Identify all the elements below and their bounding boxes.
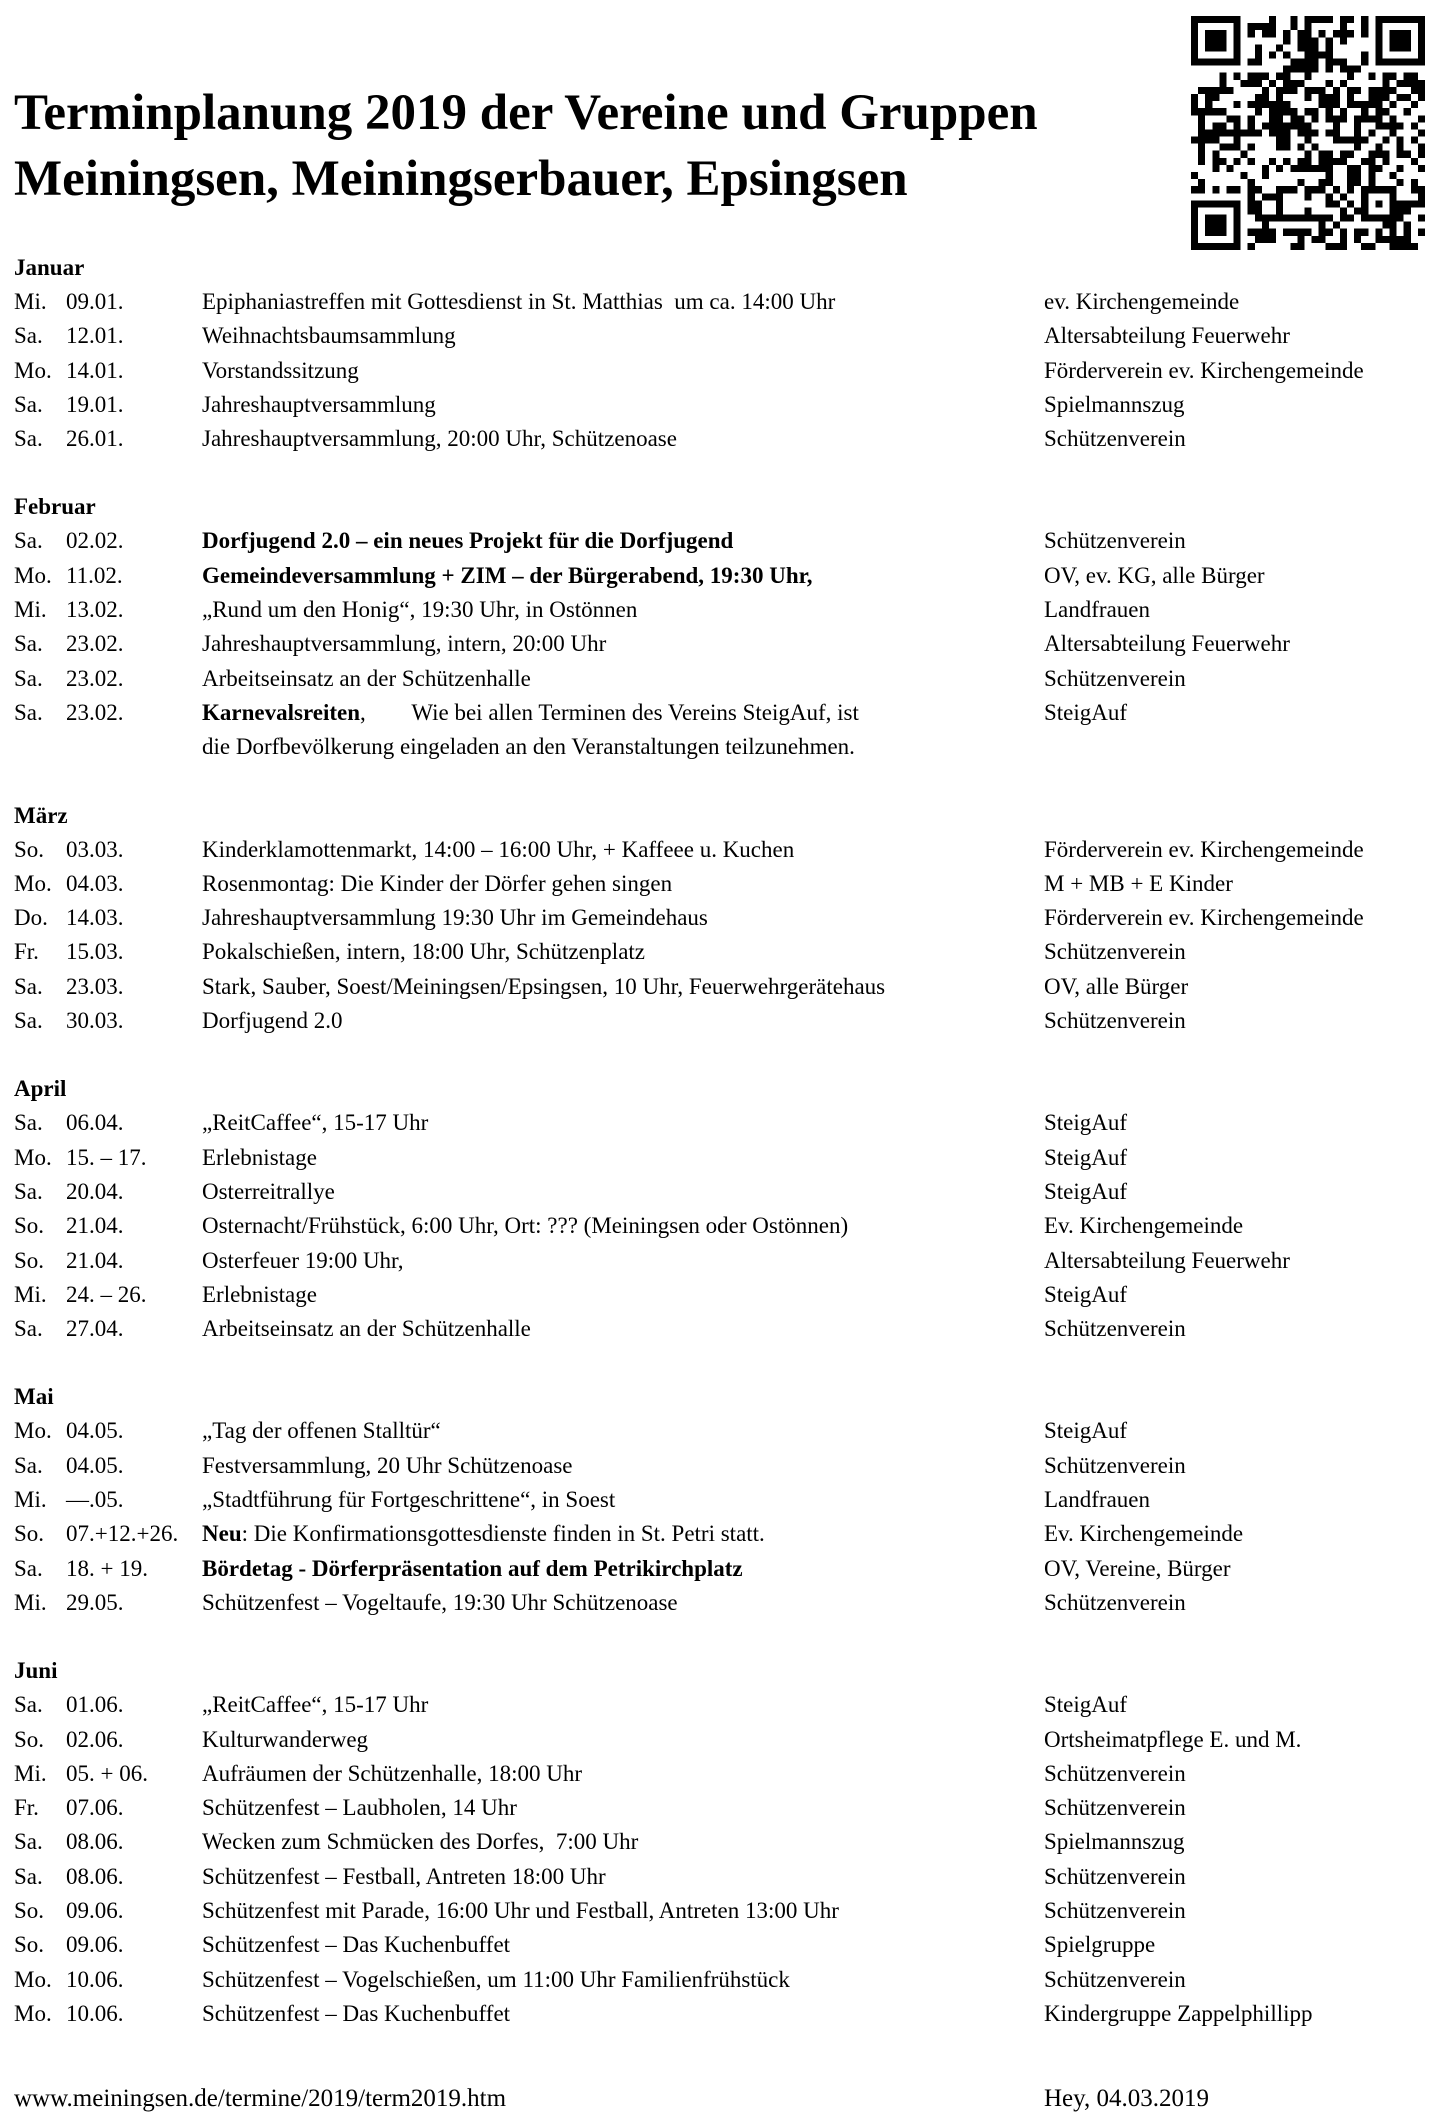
event-date: 08.06. [66, 1829, 124, 1855]
weekday: Sa. [14, 1316, 43, 1342]
organizer: Schützenverein [1044, 1316, 1186, 1342]
event-text: Stark, Sauber, Soest/Meiningsen/Epsingsen, 10 Uhr, Feuerwehrgerätehaus [202, 973, 886, 999]
event-text: Schützenfest – Das Kuchenbuffet [202, 2000, 511, 2026]
organizer: Schützenverein [1044, 939, 1186, 965]
event-date: 19.01. [66, 391, 124, 417]
event-row [14, 1586, 1424, 1620]
event-description [202, 1106, 428, 1140]
event-row [14, 662, 1424, 696]
event-date: 29.05. [66, 1589, 124, 1615]
event-text: Arbeitseinsatz an der Schützenhalle [202, 665, 531, 691]
event-row [14, 935, 1424, 969]
organizer: Schützenverein [1044, 1897, 1186, 1923]
weekday: Mi. [14, 289, 47, 314]
footer-url: www.meiningsen.de/termine/2019/term2019.htm [14, 2085, 507, 2112]
weekday: Sa. [14, 1863, 43, 1889]
event-row [14, 1209, 1424, 1243]
event-text: Rosenmontag: Die Kinder der Dörfer gehen singen [202, 870, 673, 896]
event-row [14, 1552, 1424, 1586]
month-section [14, 490, 1424, 764]
event-row [14, 1963, 1424, 1997]
weekday: Mo. [14, 562, 52, 588]
event-row [14, 1825, 1424, 1859]
event-text: Aufräumen der Schützenhalle, 18:00 Uhr [202, 1760, 583, 1786]
event-text: Osterreitrallye [202, 1178, 335, 1204]
event-date: 15. – 17. [66, 1144, 147, 1170]
weekday: Sa. [14, 1110, 43, 1136]
event-description [202, 1791, 517, 1825]
event-text: Schützenfest – Das Kuchenbuffet [202, 1932, 511, 1958]
event-description [202, 1141, 317, 1175]
event-date: 14.01. [66, 357, 124, 383]
event-text: „ReitCaffee“, 15-17 Uhr [202, 1692, 429, 1718]
event-row [14, 833, 1424, 867]
weekday: Sa. [14, 1692, 43, 1718]
organizer: Spielmannszug [1044, 1829, 1185, 1855]
organizer: Altersabteilung Feuerwehr [1044, 323, 1290, 349]
event-row [14, 1723, 1424, 1757]
event-date: 10.06. [66, 1966, 124, 1992]
month-title: März [14, 802, 68, 828]
weekday: So. [14, 1247, 45, 1273]
event-description [202, 1757, 582, 1791]
event-text: Jahreshauptversammlung 19:30 Uhr im Gemeindehaus [202, 905, 708, 931]
event-description [202, 388, 436, 422]
event-row [14, 1483, 1424, 1517]
qr-code-icon [1191, 16, 1425, 250]
month-section [14, 1072, 1424, 1346]
event-date: 30.03. [66, 1008, 124, 1034]
organizer: Altersabteilung Feuerwehr [1044, 631, 1290, 657]
event-description [202, 1517, 765, 1551]
event-row [14, 524, 1424, 558]
event-row [14, 388, 1424, 422]
organizer: SteigAuf [1044, 1692, 1128, 1718]
event-row [14, 559, 1424, 593]
title-line-1: Terminplanung 2019 der Vereine und Gruppen [14, 85, 1038, 141]
organizer: Schützenverein [1044, 426, 1186, 452]
event-text: Dorfjugend 2.0 [202, 1008, 343, 1034]
event-description [202, 319, 456, 353]
event-date: 09.01. [66, 289, 124, 314]
organizer: Schützenverein [1044, 1452, 1186, 1478]
organizer: Schützenverein [1044, 1008, 1186, 1034]
event-description [202, 833, 794, 867]
event-text: Kulturwanderweg [202, 1726, 369, 1752]
weekday: Sa. [14, 1829, 43, 1855]
organizer: SteigAuf [1044, 1418, 1128, 1444]
event-date: 01.06. [66, 1692, 124, 1718]
event-description [202, 1483, 615, 1517]
event-description [202, 285, 835, 319]
event-description [202, 524, 733, 558]
event-date: 05. + 06. [66, 1760, 148, 1786]
organizer: OV, alle Bürger [1044, 973, 1189, 999]
weekday: Mi. [14, 1760, 47, 1786]
event-date: 09.06. [66, 1932, 124, 1958]
event-date: 26.01. [66, 426, 124, 452]
event-row [14, 1997, 1424, 2031]
event-description [202, 1963, 790, 1997]
weekday: Mi. [14, 1487, 47, 1513]
event-text: : Die Konfirmationsgottesdienste finden in St. Petri statt. [241, 1521, 765, 1547]
event-row [14, 867, 1424, 901]
event-row [14, 1141, 1424, 1175]
weekday: Sa. [14, 665, 43, 691]
event-description [202, 1004, 343, 1038]
weekday: Sa. [14, 1008, 43, 1034]
event-text: Schützenfest mit Parade, 16:00 Uhr und Festball, Antreten 13:00 Uhr [202, 1897, 839, 1923]
event-text: Epiphaniastreffen mit Gottesdienst in St. Matthias um ca. 14:00 Uhr [202, 289, 836, 314]
weekday: Sa. [14, 631, 43, 657]
organizer: Schützenverein [1044, 665, 1186, 691]
event-text: Festversammlung, 20 Uhr Schützenoase [202, 1452, 573, 1478]
event-row [14, 1106, 1424, 1140]
event-description [202, 901, 708, 935]
event-description [202, 1586, 678, 1620]
weekday: Mo. [14, 870, 52, 896]
event-text: , Wie bei allen Terminen des Vereins SteigAuf, ist [360, 699, 859, 725]
event-text: Weihnachtsbaumsammlung [202, 323, 456, 349]
event-text-continued: die Dorfbevölkerung eingeladen an den Veranstaltungen teilzunehmen. [202, 733, 855, 759]
event-text: Schützenfest – Vogeltaufe, 19:30 Uhr Schützenoase [202, 1589, 678, 1615]
organizer: Spielmannszug [1044, 391, 1185, 417]
event-row [14, 696, 1424, 765]
event-description [202, 627, 606, 661]
event-description [202, 696, 859, 764]
event-row [14, 1278, 1424, 1312]
event-text: Jahreshauptversammlung [202, 391, 436, 417]
event-row [14, 422, 1424, 456]
organizer: Schützenverein [1044, 528, 1186, 554]
event-text: Osternacht/Frühstück, 6:00 Uhr, Ort: ??? (Meiningsen oder Ostönnen) [202, 1213, 849, 1239]
event-row [14, 1312, 1424, 1346]
event-description [202, 662, 531, 696]
event-date: —.05. [66, 1487, 124, 1513]
weekday: Mo. [14, 1418, 52, 1444]
event-description [202, 422, 677, 456]
organizer: Schützenverein [1044, 1795, 1186, 1821]
event-highlight: Gemeindeversammlung + ZIM – der Bürgerabend, 19:30 Uhr, [202, 562, 813, 588]
event-text: Schützenfest – Laubholen, 14 Uhr [202, 1795, 517, 1821]
month-section [14, 1380, 1424, 1620]
event-row [14, 1928, 1424, 1962]
weekday: Fr. [14, 1795, 39, 1821]
event-row [14, 593, 1424, 627]
event-date: 03.03. [66, 836, 124, 862]
weekday: Sa. [14, 699, 43, 725]
organizer: Spielgruppe [1044, 1932, 1156, 1958]
month-title: April [14, 1076, 67, 1102]
event-row [14, 354, 1424, 388]
weekday: Sa. [14, 1452, 43, 1478]
event-row [14, 319, 1424, 353]
organizer: OV, Vereine, Bürger [1044, 1555, 1231, 1581]
event-description [202, 1449, 572, 1483]
weekday: Sa. [14, 323, 43, 349]
event-row [14, 1517, 1424, 1551]
event-date: 18. + 19. [66, 1555, 148, 1581]
organizer: Förderverein ev. Kirchengemeinde [1044, 357, 1364, 383]
organizer: Ev. Kirchengemeinde [1044, 1521, 1244, 1547]
event-description [202, 1928, 510, 1962]
event-date: 07.+12.+26. [66, 1521, 179, 1547]
event-date: 12.01. [66, 323, 124, 349]
organizer: SteigAuf [1044, 1178, 1128, 1204]
month-section [14, 1654, 1424, 2031]
event-description [202, 1209, 848, 1243]
event-date: 24. – 26. [66, 1281, 147, 1307]
weekday: So. [14, 1726, 45, 1752]
organizer: Ev. Kirchengemeinde [1044, 1213, 1244, 1239]
event-description [202, 1997, 510, 2031]
organizer: Ortsheimatpflege E. und M. [1044, 1726, 1302, 1752]
weekday: So. [14, 1897, 45, 1923]
event-text: Pokalschießen, intern, 18:00 Uhr, Schützenplatz [202, 939, 645, 965]
event-text: Schützenfest – Vogelschießen, um 11:00 Uhr Familienfrühstück [202, 1966, 790, 1992]
event-date: 07.06. [66, 1795, 124, 1821]
organizer: Schützenverein [1044, 1966, 1186, 1992]
event-row [14, 1004, 1424, 1038]
weekday: Mo. [14, 357, 52, 383]
organizer: Schützenverein [1044, 1760, 1186, 1786]
event-row [14, 1860, 1424, 1894]
event-description [202, 935, 645, 969]
event-date: 04.05. [66, 1452, 124, 1478]
event-description [202, 1723, 368, 1757]
month-title: Februar [14, 494, 96, 520]
event-date: 02.06. [66, 1726, 124, 1752]
organizer: Kindergruppe Zappelphillipp [1044, 2000, 1313, 2026]
weekday: Mi. [14, 1589, 47, 1615]
organizer: SteigAuf [1044, 699, 1128, 725]
event-text: Schützenfest – Festball, Antreten 18:00 Uhr [202, 1863, 606, 1889]
organizer: Landfrauen [1044, 597, 1150, 623]
event-description [202, 970, 885, 1004]
event-text: Jahreshauptversammlung, 20:00 Uhr, Schützenoase [202, 426, 677, 452]
organizer: Schützenverein [1044, 1863, 1186, 1889]
event-text: Osterfeuer 19:00 Uhr, [202, 1247, 404, 1273]
event-description [202, 1175, 335, 1209]
title-line-2: Meiningsen, Meiningserbauer, Epsingsen [14, 151, 908, 207]
event-date: 20.04. [66, 1178, 124, 1204]
event-date: 08.06. [66, 1863, 124, 1889]
event-highlight: Bördetag - Dörferpräsentation auf dem Petrikirchplatz [202, 1555, 743, 1581]
event-row [14, 901, 1424, 935]
weekday: So. [14, 1932, 45, 1958]
organizer: M + MB + E Kinder [1044, 870, 1233, 896]
event-text: „Stadtführung für Fortgeschrittene“, in Soest [202, 1487, 616, 1513]
event-date: 06.04. [66, 1110, 124, 1136]
organizer: Förderverein ev. Kirchengemeinde [1044, 836, 1364, 862]
schedule [14, 251, 1424, 2031]
event-row [14, 1175, 1424, 1209]
event-row [14, 970, 1424, 1004]
event-text: Kinderklamottenmarkt, 14:00 – 16:00 Uhr, + Kaffeee u. Kuchen [202, 836, 795, 862]
weekday: Sa. [14, 391, 43, 417]
event-date: 15.03. [66, 939, 124, 965]
weekday: Sa. [14, 1555, 43, 1581]
event-row [14, 285, 1424, 319]
event-date: 04.03. [66, 870, 124, 896]
event-date: 23.03. [66, 973, 124, 999]
page-title [14, 80, 1038, 212]
event-highlight: Dorfjugend 2.0 – ein neues Projekt für die Dorfjugend [202, 528, 734, 554]
event-highlight: Karnevalsreiten [202, 699, 360, 725]
event-text: Erlebnistage [202, 1144, 317, 1170]
event-description [202, 1278, 317, 1312]
event-text: Wecken zum Schmücken des Dorfes, 7:00 Uhr [202, 1829, 639, 1855]
organizer: SteigAuf [1044, 1144, 1128, 1170]
weekday: So. [14, 836, 45, 862]
organizer: Altersabteilung Feuerwehr [1044, 1247, 1290, 1273]
event-description [202, 559, 812, 593]
event-date: 02.02. [66, 528, 124, 554]
organizer: OV, ev. KG, alle Bürger [1044, 562, 1265, 588]
organizer: SteigAuf [1044, 1281, 1128, 1307]
organizer: ev. Kirchengemeinde [1044, 289, 1240, 314]
event-description [202, 1825, 638, 1859]
event-highlight: Neu [202, 1521, 242, 1547]
event-date: 11.02. [66, 562, 123, 588]
event-date: 09.06. [66, 1897, 124, 1923]
event-text: Vorstandssitzung [202, 357, 359, 383]
event-row [14, 1449, 1424, 1483]
organizer: Förderverein ev. Kirchengemeinde [1044, 905, 1364, 931]
event-date: 13.02. [66, 597, 124, 623]
event-row [14, 627, 1424, 661]
weekday: So. [14, 1521, 45, 1547]
weekday: Sa. [14, 1178, 43, 1204]
weekday: Mi. [14, 597, 47, 623]
event-text: Erlebnistage [202, 1281, 317, 1307]
event-date: 10.06. [66, 2000, 124, 2026]
weekday: Sa. [14, 426, 43, 452]
event-text: „Rund um den Honig“, 19:30 Uhr, in Ostönnen [202, 597, 638, 623]
event-description [202, 354, 359, 388]
event-text: „ReitCaffee“, 15-17 Uhr [202, 1110, 429, 1136]
month-title: Juni [14, 1658, 58, 1684]
month-title: Januar [14, 255, 85, 280]
organizer: Schützenverein [1044, 1589, 1186, 1615]
weekday: Sa. [14, 973, 43, 999]
event-row [14, 1894, 1424, 1928]
event-row [14, 1688, 1424, 1722]
event-date: 23.02. [66, 699, 124, 725]
event-text: „Tag der offenen Stalltür“ [202, 1418, 441, 1444]
weekday: Mo. [14, 1144, 52, 1170]
event-row [14, 1414, 1424, 1448]
weekday: Fr. [14, 939, 39, 965]
event-description [202, 1244, 404, 1278]
weekday: Sa. [14, 528, 43, 554]
weekday: Mi. [14, 1281, 47, 1307]
event-date: 21.04. [66, 1213, 124, 1239]
event-text: Jahreshauptversammlung, intern, 20:00 Uhr [202, 631, 607, 657]
weekday: Do. [14, 905, 48, 931]
weekday: Mo. [14, 1966, 52, 1992]
event-date: 21.04. [66, 1247, 124, 1273]
organizer: SteigAuf [1044, 1110, 1128, 1136]
event-description [202, 1414, 441, 1448]
event-row [14, 1791, 1424, 1825]
month-title: Mai [14, 1384, 54, 1410]
event-text: Arbeitseinsatz an der Schützenhalle [202, 1316, 531, 1342]
month-section [14, 251, 1424, 456]
organizer: Landfrauen [1044, 1487, 1150, 1513]
event-description [202, 1688, 428, 1722]
footer-signature: Hey, 04.03.2019 [1044, 2085, 1210, 2112]
event-description [202, 867, 672, 901]
weekday: So. [14, 1213, 45, 1239]
event-date: 23.02. [66, 631, 124, 657]
month-section [14, 799, 1424, 1039]
event-date: 23.02. [66, 665, 124, 691]
event-date: 04.05. [66, 1418, 124, 1444]
event-row [14, 1757, 1424, 1791]
event-description [202, 1894, 839, 1928]
weekday: Mo. [14, 2000, 52, 2026]
event-description [202, 593, 637, 627]
event-date: 14.03. [66, 905, 124, 931]
event-row [14, 1244, 1424, 1278]
event-date: 27.04. [66, 1316, 124, 1342]
event-description [202, 1312, 531, 1346]
event-description [202, 1860, 606, 1894]
event-description [202, 1552, 743, 1586]
